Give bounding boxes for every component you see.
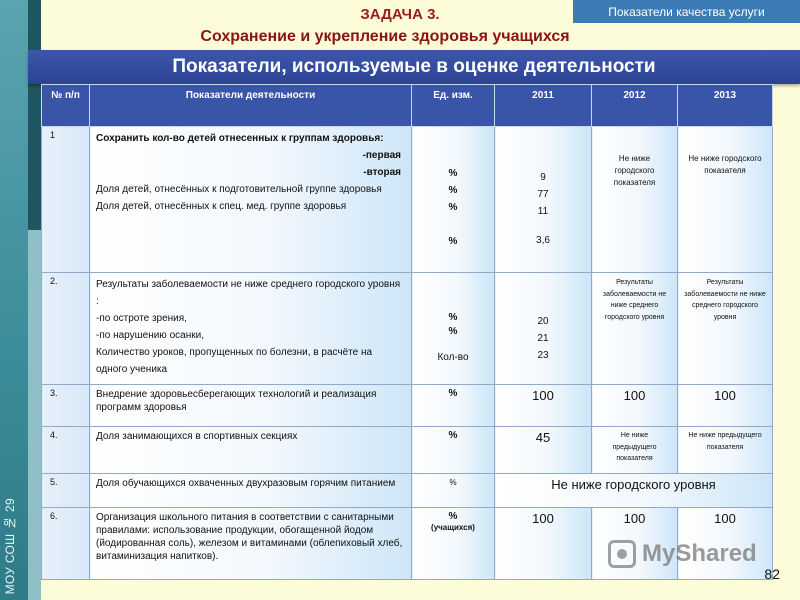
header-num: № п/п bbox=[42, 85, 90, 127]
row-unit bbox=[412, 508, 495, 580]
table-row bbox=[42, 474, 773, 508]
header-2011: 2011 bbox=[495, 85, 592, 127]
indicator-line: -по нарушению осанки, bbox=[96, 330, 204, 341]
row-unit: % bbox=[412, 385, 495, 427]
unit-line: (учащихся) bbox=[431, 523, 475, 532]
row-merged-value: Не ниже городского уровня bbox=[495, 474, 773, 508]
value-line: 21 bbox=[537, 333, 549, 344]
row-indicator bbox=[90, 127, 412, 273]
watermark-logo-icon bbox=[608, 540, 636, 568]
row-2011 bbox=[495, 273, 592, 385]
unit-line: Кол-во bbox=[437, 352, 469, 363]
table-row bbox=[42, 385, 773, 427]
indicator-line: Доля детей, отнесённых к спец. мед. группе здоровья bbox=[96, 201, 347, 212]
row-2011: 100 bbox=[495, 385, 592, 427]
row-2013: Результаты заболеваемости не ниже среднего городского уровня bbox=[678, 273, 773, 385]
header-2013: 2013 bbox=[678, 85, 773, 127]
row-2013: Не ниже городского показателя bbox=[678, 127, 773, 273]
watermark bbox=[608, 537, 768, 571]
row-2011 bbox=[495, 127, 592, 273]
unit-line: % bbox=[448, 168, 458, 179]
value-line: 20 bbox=[537, 316, 549, 327]
task-subtitle: Сохранение и укрепление здоровья учащихся bbox=[200, 28, 570, 45]
table-row bbox=[42, 273, 773, 385]
row-2012: 100 bbox=[592, 385, 678, 427]
row-indicator: Организация школьного питания в соответствии с санитарными правилами: использование продукции, обогащенной йодом (йодированная соль), железом и витаминами (облепиховый хлеб, витаминизация напитков). bbox=[90, 508, 412, 580]
row-indicator: Внедрение здоровьесберегающих технологий и реализация программ здоровья bbox=[90, 385, 412, 427]
row-2012: Не ниже городского показателя bbox=[592, 127, 678, 273]
unit-line: % bbox=[448, 202, 458, 213]
row-indicator: Доля занимающихся в спортивных секциях bbox=[90, 427, 412, 474]
unit-line: % bbox=[448, 326, 458, 337]
indicator-line: -первая bbox=[362, 150, 401, 161]
left-side-band bbox=[0, 0, 28, 600]
quality-label-box: Показатели качества услуги bbox=[573, 0, 800, 23]
value-line: 11 bbox=[537, 206, 549, 217]
row-num: 2. bbox=[42, 273, 90, 385]
indicator-line: -вторая bbox=[363, 167, 401, 178]
header-2012: 2012 bbox=[592, 85, 678, 127]
indicators-table bbox=[41, 84, 773, 580]
row-num: 1 bbox=[42, 127, 90, 273]
row-2013: 100 bbox=[678, 508, 773, 580]
header-indicator: Показатели деятельности bbox=[90, 85, 412, 127]
row-unit bbox=[412, 127, 495, 273]
value-line: 77 bbox=[537, 189, 549, 200]
row-2011: 100 bbox=[495, 508, 592, 580]
row-2013: 100 bbox=[678, 385, 773, 427]
row-2012: Не ниже предыдущего показателя bbox=[592, 427, 678, 474]
indicator-line: Количество уроков, пропущенных по болезни, в расчёте на одного ученика bbox=[96, 347, 373, 375]
table-row bbox=[42, 427, 773, 474]
unit-line: % bbox=[448, 236, 458, 247]
watermark-text: MyShared bbox=[642, 540, 757, 567]
table-row bbox=[42, 127, 773, 273]
row-unit: % bbox=[412, 427, 495, 474]
left-light-stripe bbox=[28, 230, 41, 600]
row-unit: % bbox=[412, 474, 495, 508]
section-banner: Показатели, используемые в оценке деятельности bbox=[28, 50, 800, 84]
row-indicator: Доля обучающихся охваченных двухразовым горячим питанием bbox=[90, 474, 412, 508]
page-number: 82 bbox=[764, 566, 780, 582]
indicator-line: -по остроте зрения, bbox=[96, 313, 187, 324]
row-2011: 45 bbox=[495, 427, 592, 474]
value-line: 3,6 bbox=[536, 235, 550, 246]
indicator-line: Доля детей, отнесённых к подготовительной группе здоровья bbox=[96, 184, 382, 195]
unit-line: % bbox=[448, 312, 458, 323]
school-side-label: МОУ СОШ № 29 bbox=[3, 497, 17, 594]
task-title: ЗАДАЧА 3. bbox=[360, 6, 440, 23]
row-2012: Результаты заболеваемости не ниже среднего городского уровня bbox=[592, 273, 678, 385]
row-num: 6. bbox=[42, 508, 90, 580]
row-num: 4. bbox=[42, 427, 90, 474]
header-unit: Ед. изм. bbox=[412, 85, 495, 127]
row-2012: 100 bbox=[592, 508, 678, 580]
row-num: 5. bbox=[42, 474, 90, 508]
value-line: 23 bbox=[537, 350, 549, 361]
row-num: 3. bbox=[42, 385, 90, 427]
table-header-row bbox=[42, 85, 773, 127]
row-indicator bbox=[90, 273, 412, 385]
unit-line: % bbox=[448, 185, 458, 196]
indicator-line: Результаты заболеваемости не ниже среднего городского уровня : bbox=[96, 279, 401, 307]
indicator-line: Сохранить кол-во детей отнесенных к группам здоровья: bbox=[96, 133, 384, 144]
value-line: 9 bbox=[540, 172, 546, 183]
row-unit bbox=[412, 273, 495, 385]
row-2013: Не ниже предыдущего показателя bbox=[678, 427, 773, 474]
unit-line: % bbox=[448, 511, 458, 522]
